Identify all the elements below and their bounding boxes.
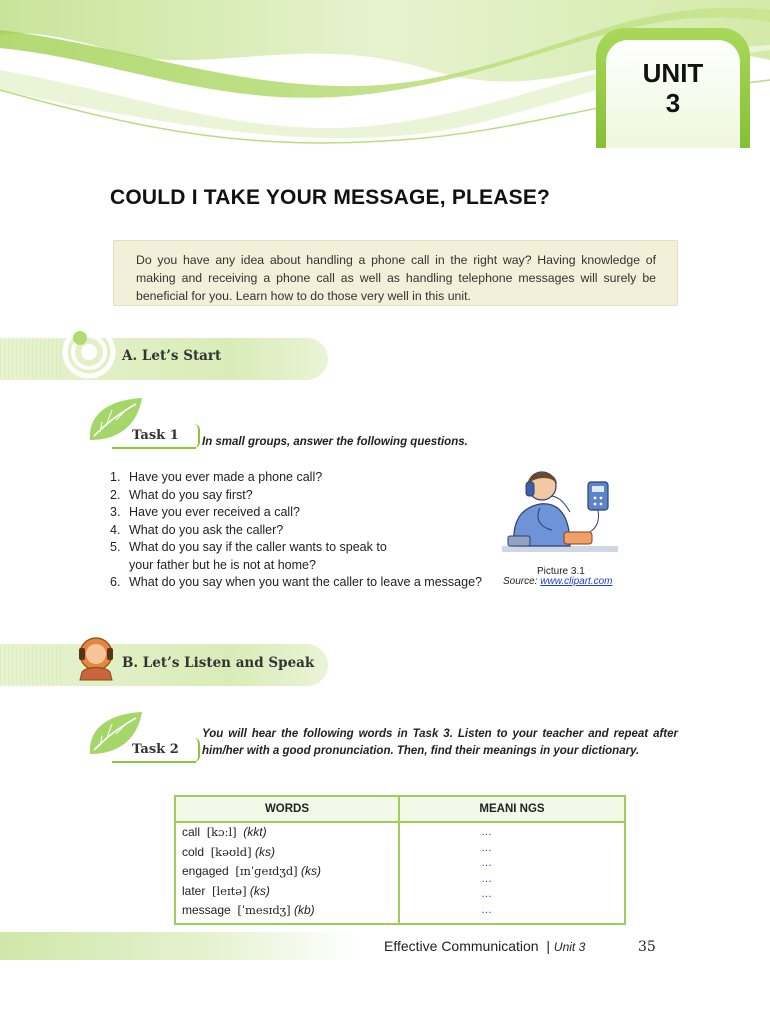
- question-text-continued: your father but he is not at home?: [129, 557, 316, 572]
- list-item: [110, 522, 482, 540]
- meanings-header: MEANI NGS: [399, 796, 625, 822]
- question-number: 4.: [110, 522, 121, 537]
- task1-bracket: [190, 424, 200, 448]
- phone-call-illustration: [500, 462, 620, 558]
- meaning-placeholder: …: [481, 888, 492, 900]
- question-text: What do you say if the caller wants to speak to: [129, 540, 387, 554]
- word-entry: [182, 823, 398, 843]
- task2-bracket: [190, 738, 200, 762]
- footer-separator: |: [546, 938, 551, 954]
- list-item: [110, 574, 482, 592]
- question-number: 1.: [110, 470, 121, 484]
- word-ipa: [kɔːl]: [206, 825, 237, 839]
- question-number: 3.: [110, 505, 121, 519]
- picture-caption: Picture 3.1: [537, 566, 585, 577]
- intro-text: Do you have any idea about handling a phone call in the right way? Having knowledge of making and receiving a phone call as well as handling telephone messages will surely be beneficial for you. Learn how to do those very well in this unit.: [136, 253, 656, 303]
- section-a-label: A. Let’s Start: [122, 348, 222, 364]
- word-ipa: [ɪnˈɡeɪdʒd]: [235, 864, 298, 878]
- question-number: 6.: [110, 575, 121, 589]
- meaning-placeholder: …: [481, 857, 492, 869]
- picture-source-label: Source:: [503, 576, 541, 587]
- section-b-label: B. Let’s Listen and Speak: [122, 655, 315, 671]
- unit-title: [606, 58, 740, 118]
- meaning-placeholder: …: [481, 841, 492, 854]
- word-class: (kkt): [243, 825, 267, 839]
- task2-label: Task 2: [132, 742, 179, 757]
- picture-source-link[interactable]: www.clipart.com: [540, 576, 613, 587]
- words-cell: [175, 822, 399, 924]
- word-ipa: [leɪtə]: [212, 883, 247, 898]
- footer-text: [384, 938, 585, 954]
- meaning-placeholder: …: [481, 903, 492, 916]
- question-number: 5.: [110, 540, 121, 554]
- unit-word: UNIT: [642, 58, 704, 88]
- list-item: [110, 504, 482, 522]
- meanings-cell: [399, 822, 625, 924]
- unit-tab-inner: [606, 40, 740, 148]
- word-class: (ks): [301, 864, 322, 878]
- task1-underline: [112, 447, 196, 449]
- word-class: (kb): [294, 903, 315, 917]
- unit-number: 3: [665, 88, 681, 118]
- word-entry: [182, 862, 398, 882]
- word-entry: [182, 882, 398, 902]
- task1-label: Task 1: [132, 428, 179, 443]
- word: cold: [182, 844, 205, 859]
- list-item: [110, 539, 482, 574]
- section-a-stripes: [0, 340, 62, 378]
- word: message: [182, 903, 231, 917]
- word: engaged: [182, 864, 229, 878]
- list-item: [110, 469, 482, 487]
- section-b-listener-icon: [74, 632, 118, 682]
- section-a-circle-icon: [56, 322, 126, 382]
- question-text: What do you say when you want the caller to leave a message?: [129, 575, 482, 589]
- question-text: Have you ever made a phone call?: [129, 470, 323, 484]
- word-class: (ks): [254, 844, 275, 859]
- page-title: COULD I TAKE YOUR MESSAGE, PLEASE?: [110, 186, 551, 209]
- words-table: [174, 795, 626, 925]
- meaning-placeholder: …: [481, 826, 492, 838]
- words-header: WORDS: [175, 796, 399, 822]
- word-entry: [182, 901, 398, 921]
- task1-instruction: In small groups, answer the following questions.: [202, 436, 468, 448]
- page-number: 35: [638, 939, 656, 955]
- word-ipa: [kəʊld]: [210, 844, 252, 859]
- word: later: [182, 883, 206, 898]
- meaning-placeholder: …: [481, 872, 492, 885]
- question-text: Have you ever received a call?: [129, 505, 300, 519]
- question-number: 2.: [110, 487, 121, 502]
- word: call: [182, 825, 201, 839]
- list-item: [110, 487, 482, 505]
- footer-book-title: Effective Communication: [384, 938, 539, 954]
- picture-source: [503, 576, 613, 587]
- word-entry: [182, 843, 398, 863]
- section-b-stripes: [0, 646, 62, 684]
- task1-question-list: [110, 469, 482, 592]
- table-row: [175, 822, 625, 924]
- word-ipa: [ˈmesɪdʒ]: [237, 903, 291, 917]
- footer-band: [0, 932, 360, 960]
- table-header-row: [175, 796, 625, 822]
- task2-instruction: You will hear the following words in Task 3. Listen to your teacher and repeat after him/her with a good pronunciation. Then, find their meanings in your dictionary.: [202, 728, 678, 757]
- word-class: (ks): [249, 883, 270, 898]
- question-text: What do you say first?: [129, 487, 253, 502]
- question-text: What do you ask the caller?: [129, 522, 284, 537]
- task2-underline: [112, 761, 196, 763]
- footer-unit: Unit 3: [553, 940, 586, 954]
